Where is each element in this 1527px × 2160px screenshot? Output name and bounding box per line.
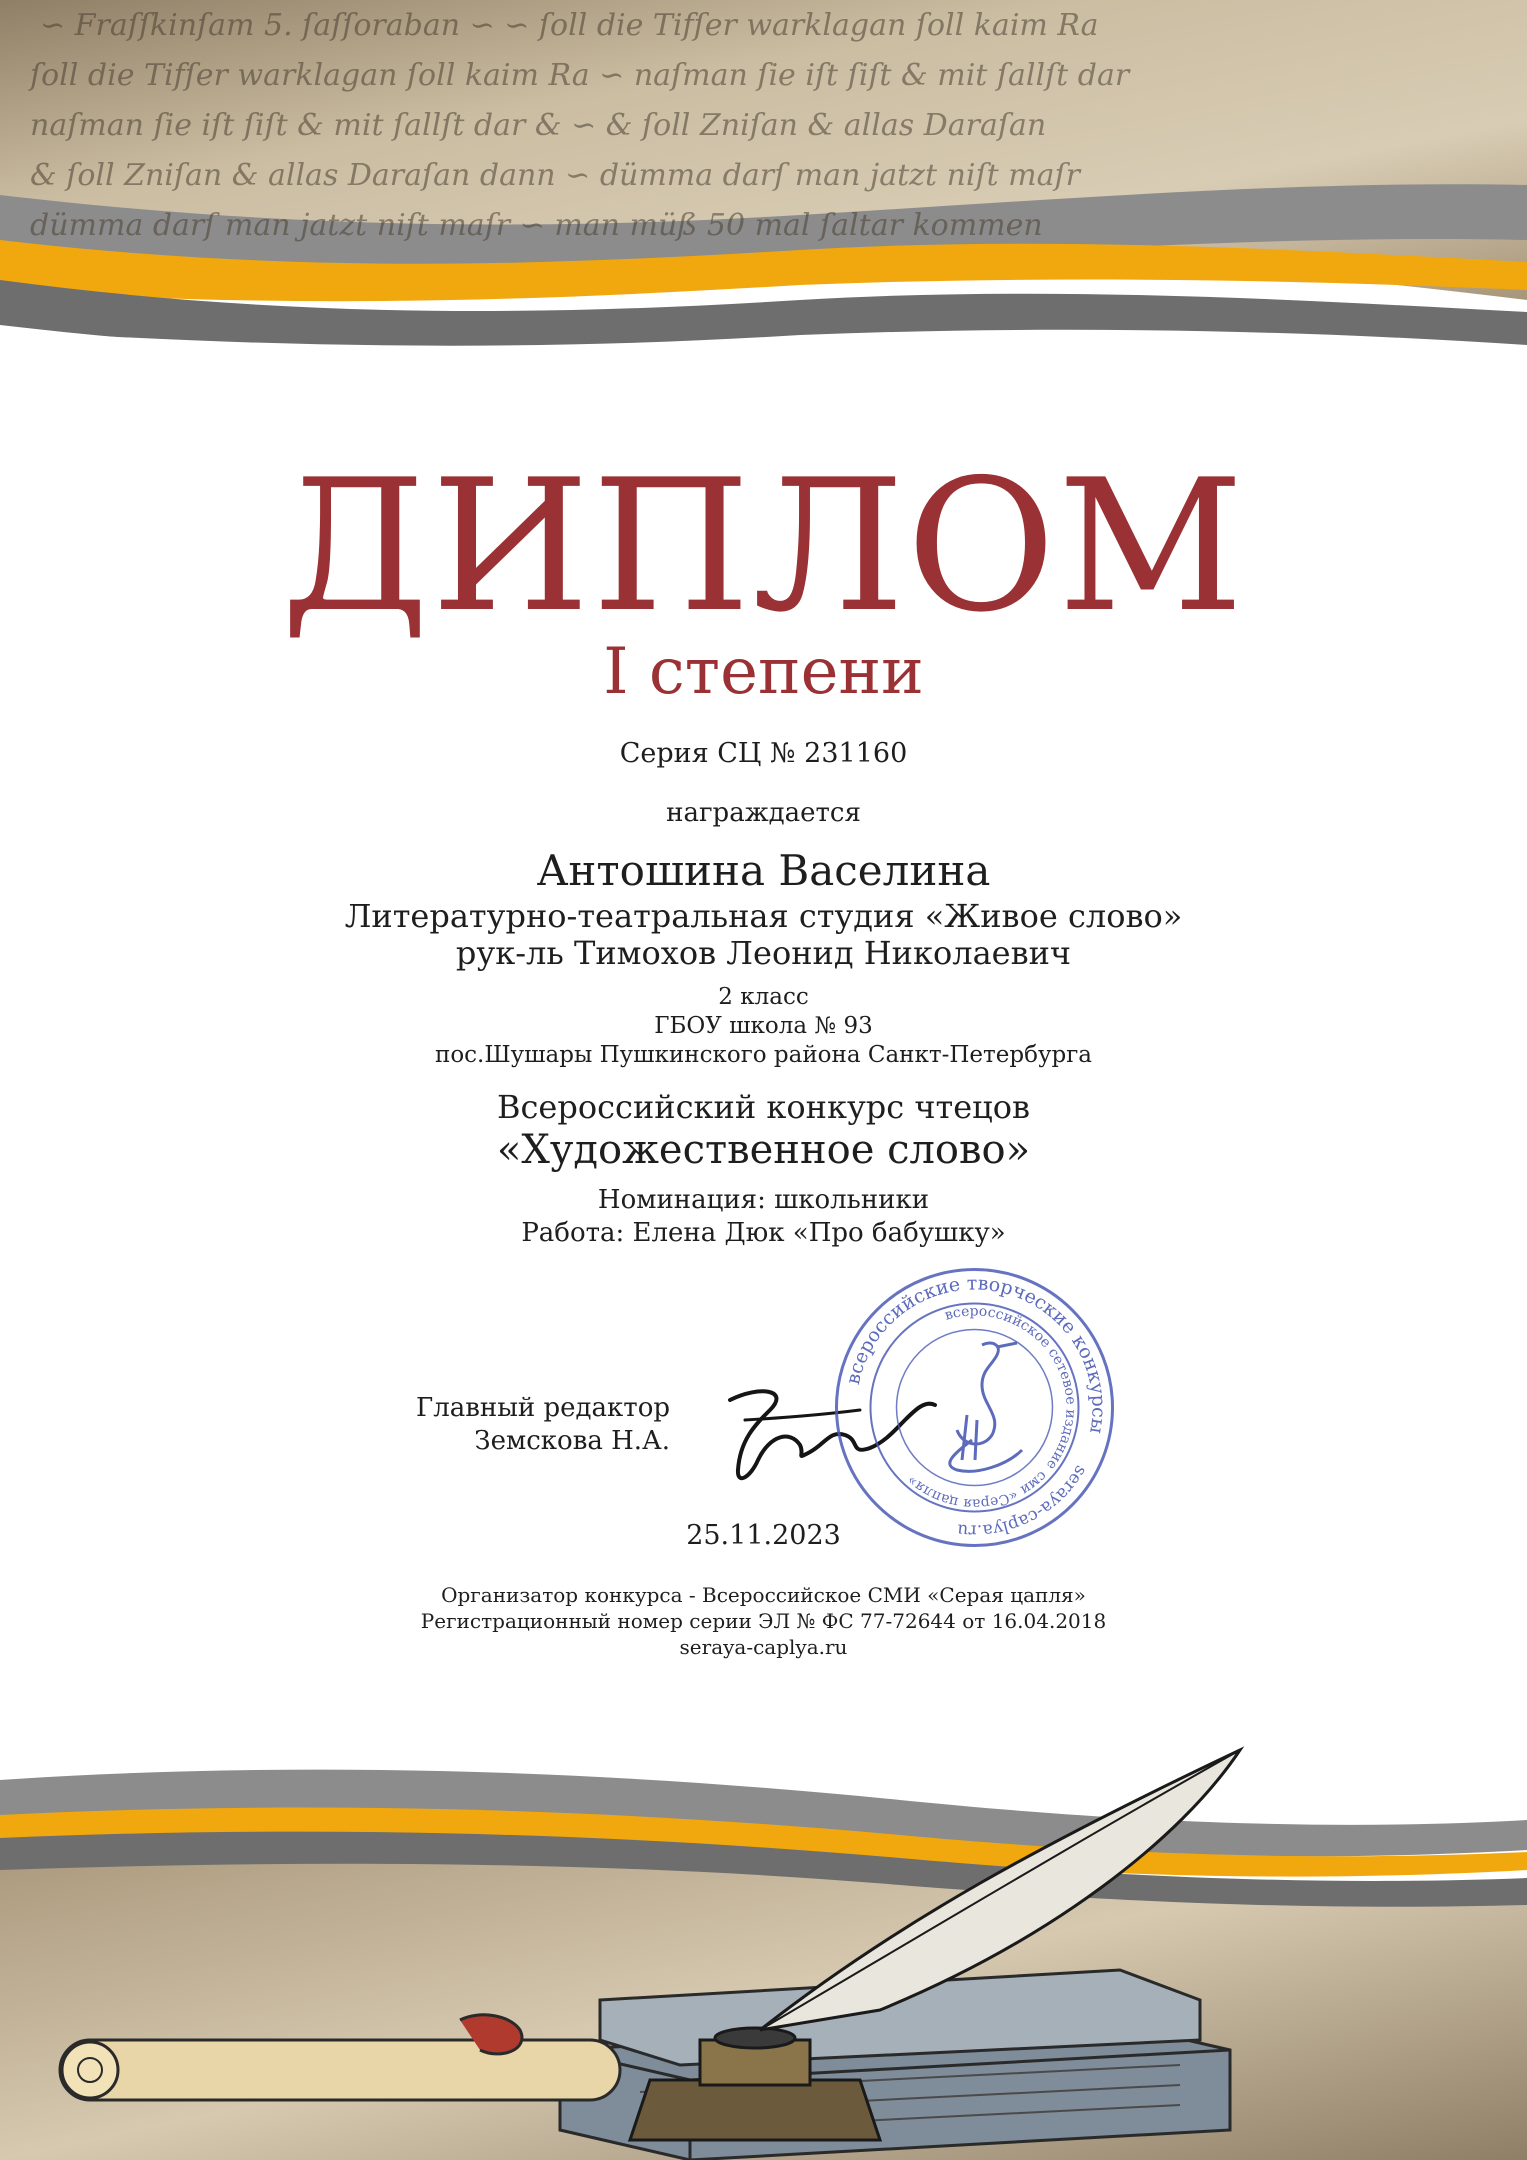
school-location: пос.Шушары Пушкинского района Санкт-Петербурга [435,1041,1092,1068]
nomination-block [0,1184,1527,1249]
footer-decoration [0,1720,1527,2160]
handwriting-line: & ſoll Zniſan & allas Daraſan dann ∽ dümma darſ man jatzt niſt maſr [30,158,1080,193]
nomination: Номинация: школьники [597,1185,930,1215]
school-block [0,983,1527,1069]
series-number: Серия СЦ № 231160 [619,738,908,769]
seal-stamp [832,1265,1117,1550]
handwriting-line: ſoll die Tifſer warklagan ſoll kaim Ra ∽ naſman ſie iſt ſiſt & mit ſallſt dar [30,58,1130,93]
awarded-label: награждается [666,798,861,828]
handwriting-line: naſman ſie iſt ſiſt & mit ſallſt dar & ∽ & ſoll Zniſan & allas Daraſan [30,108,1047,143]
website: seraya-caplya.ru [679,1635,848,1659]
grade: 2 класс [718,984,809,1010]
seal-bottom-text: seraya-caplya.ru [956,1461,1091,1541]
editor-name: Земскова Н.А. [474,1425,670,1456]
handwriting-line: ∽ Fraſſkinſam 5. ſaſſoraban ∽ ∽ ſoll die Tifſer warklagan ſoll kaim Ra [40,8,1099,43]
work-title: Работа: Елена Дюк «Про бабушку» [521,1217,1006,1248]
studio-name: Литературно-театральная студия «Живое слово» [344,897,1183,935]
seal-outer-text: всероссийские творческие конкурсы [841,1272,1110,1436]
issue-date: 25.11.2023 [686,1520,841,1551]
recipient-name: Антошина Васелина [536,846,991,895]
organizer-info: Организатор конкурса - Всероссийское СМИ «Серая цапля» [441,1583,1086,1607]
diploma-title: ДИПЛОМ [281,440,1246,652]
svg-text:сми «Серая цапля» [904,1468,1050,1512]
seal-inner-text: всероссийское сетевое издание [942,1303,1079,1473]
registration-info: Регистрационный номер серии ЭЛ № ФС 77-72644 от 16.04.2018 [420,1609,1107,1633]
school-name: ГБОУ школа № 93 [654,1012,873,1039]
footer-block [0,1582,1527,1660]
diploma-degree: I степени [603,635,924,709]
editor-role: Главный редактор [416,1393,670,1423]
heron-icon [950,1343,1022,1471]
seal-left-text: сми «Серая цапля» [904,1467,1051,1512]
contest-title: «Художественное слово» [496,1127,1031,1174]
studio-leader: рук-ль Тимохов Леонид Николаевич [455,933,1072,972]
contest-block [0,1088,1527,1174]
handwriting-line: dümma darſ man jatzt niſt maſr ∽ man müß 50 mal ſaltar kommen [30,208,1043,243]
contest-name: Всероссийский конкурс чтецов [496,1088,1031,1126]
studio-block [0,898,1527,972]
editor-block [380,1392,670,1457]
